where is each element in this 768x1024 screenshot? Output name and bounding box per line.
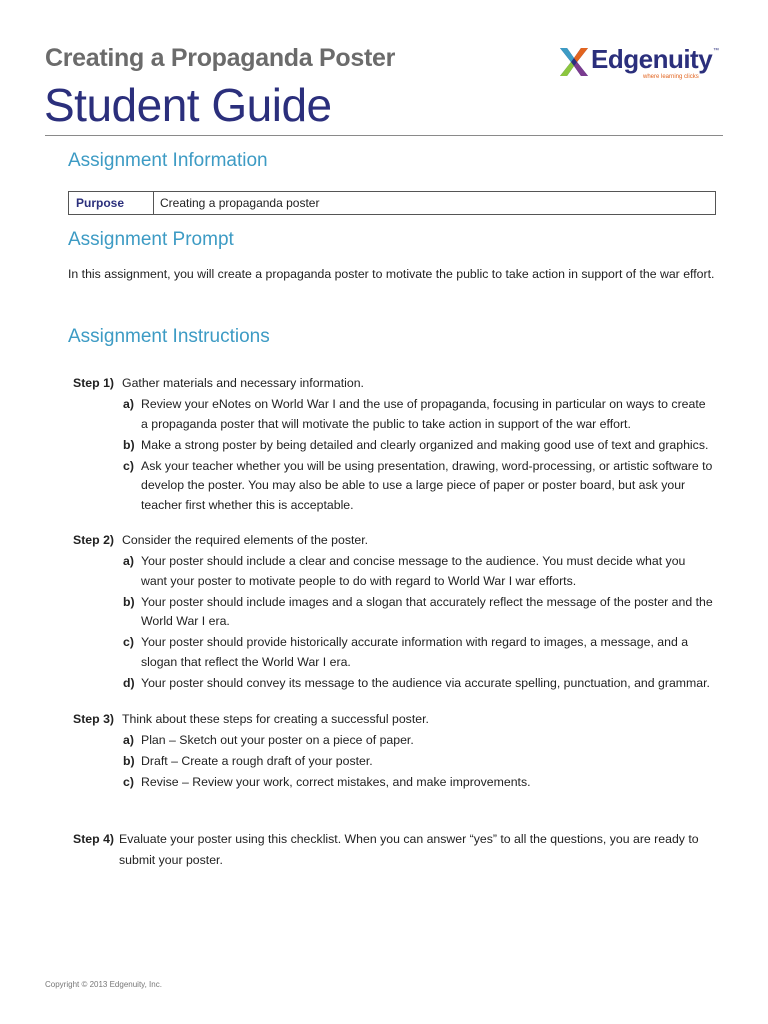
instruction-step-3 [73,710,713,793]
sub-step-label: b) [123,437,135,452]
sub-step-label: c) [123,635,134,649]
sub-step-label: b) [123,754,135,768]
sub-step-text: Review your eNotes on World War I and the use of propaganda, focusing in particular on ways to create a propaganda poster that will motivate the public to take action in support of the war effort. [141,397,706,431]
sub-step-label: c) [123,458,134,473]
sub-step [123,552,713,591]
sub-step [123,457,713,516]
copyright-footer: Copyright © 2013 Edgenuity, Inc. [45,980,162,989]
step-text: Evaluate your poster using this checklist. When you can answer “yes” to all the questions, you are ready to submit your poster. [119,832,699,867]
sub-step-label: a) [123,397,134,411]
step-text: Consider the required elements of the poster. [122,533,369,547]
sub-step [123,773,713,793]
assignment-instructions-heading: Assignment Instructions [68,326,270,347]
document-subtitle: Creating a Propaganda Poster [45,44,396,72]
sub-step [123,395,713,434]
step-label: Step 2) [73,533,114,547]
sub-step-label: a) [123,554,134,568]
sub-step-text: Your poster should include images and a slogan that accurately reflect the message of the poster and the World War I era. [141,594,713,628]
edgenuity-logo [558,44,728,86]
sub-step-label: a) [123,733,134,747]
sub-step-label: c) [123,775,134,789]
sub-step-text: Revise – Review your work, correct mistakes, and make improvements. [141,775,531,789]
sub-step [123,731,713,751]
purpose-value: Creating a propaganda poster [160,196,320,210]
sub-step-text: Your poster should convey its message to the audience via accurate spelling, punctuation, and grammar. [141,675,710,690]
sub-step [123,752,713,772]
sub-step-text: Draft – Create a rough draft of your poster. [141,754,373,768]
logo-wordmark: Edgenuity [591,44,713,74]
sub-step [123,674,713,694]
header-divider [45,135,723,136]
document-title: Student Guide [44,79,332,131]
assignment-prompt-heading: Assignment Prompt [68,229,234,250]
instruction-step-4 [73,829,713,871]
assignment-information-heading: Assignment Information [68,150,268,171]
logo-tagline: where learning clicks [643,74,699,80]
assignment-prompt-text: In this assignment, you will create a propaganda poster to motivate the public to take action in support of the war effort. [68,267,715,281]
sub-step-label: b) [123,594,135,609]
sub-step [123,593,713,632]
step-text: Gather materials and necessary information. [122,376,364,390]
step-label: Step 3) [73,712,114,726]
sub-step-text: Your poster should provide historically accurate information with regard to images, a message, and a slogan that reflect the World War I era. [141,635,689,669]
step-label: Step 1) [73,376,114,390]
sub-step [123,436,713,456]
step-label: Step 4) [73,832,114,846]
sub-step-text: Plan – Sketch out your poster on a piece of paper. [141,733,414,747]
assignment-info-table [68,191,716,215]
purpose-label: Purpose [69,192,154,214]
sub-step [123,633,713,672]
step-text: Think about these steps for creating a successful poster. [122,712,429,726]
logo-x-mark-icon [558,46,590,78]
logo-trademark: ™ [713,48,719,54]
sub-step-text: Ask your teacher whether you will be using presentation, drawing, word-processing, or artistic software to develop the poster. You may also be able to use a large piece of paper or poster board, but ask your teacher first whether this is acceptable. [141,458,713,512]
sub-step-text: Your poster should include a clear and concise message to the audience. You must decide what you want your poster to motivate people to do with regard to World War I war efforts. [141,554,686,588]
sub-step-text: Make a strong poster by being detailed and clearly organized and making good use of text and graphics. [141,437,709,452]
instruction-step-1 [73,374,713,515]
sub-step-label: d) [123,675,135,690]
instruction-step-2 [73,531,713,693]
